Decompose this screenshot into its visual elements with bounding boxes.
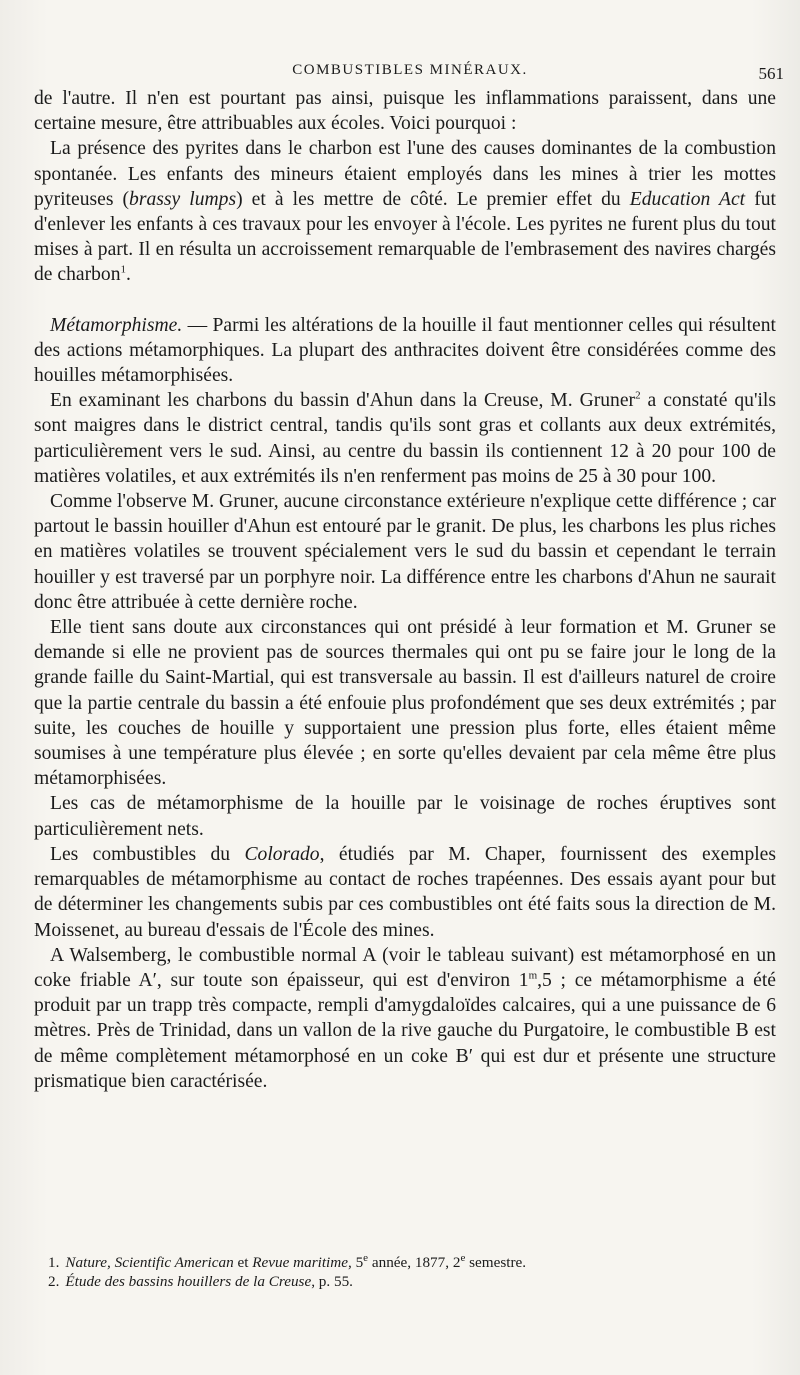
paragraph-text: — Parmi les altérations de la houille il faut mentionner celles qui résultent des actions métamorphiques. La plupart des anthracites doivent être considérées comme des houilles métamorphisées. (34, 314, 776, 387)
paragraph-text: . (126, 264, 131, 286)
running-header (34, 62, 786, 84)
paragraph-gruner (34, 489, 776, 615)
paragraph-eruptives (34, 791, 776, 841)
footnote-ref: 1 (120, 263, 126, 276)
page-number: 561 (758, 64, 784, 83)
running-title: COMBUSTIBLES MINÉRAUX. (292, 62, 528, 78)
footnote-italic: Étude des bassins houillers de la Creuse (65, 1273, 312, 1290)
footnote-superscript: e (363, 1251, 369, 1264)
italic-term: Education Act (629, 188, 746, 210)
paragraph-text: ) et à les mettre de côté. Le premier effet du (236, 188, 630, 210)
footnote-number: 2. (48, 1273, 60, 1290)
paragraph-text: ,5 ; ce métamorphisme a été produit par un trapp très compacte, rempli d'amygdaloïdes calcaires, qui a une puissance de 6 mètres. Près de Trinidad, dans un vallon de la rive gauche du Purgatoire, le combustible B est de même complètement métamorphosé en un coke B′ qui est dur et présente une structure prismatique bien caractérisée. (34, 969, 776, 1092)
italic-term: Colorado (244, 843, 320, 865)
body-text (34, 86, 776, 1094)
footnote-number: 1. (48, 1254, 60, 1271)
footnote-text: , p. 55. (311, 1273, 353, 1290)
unit-superscript: m (528, 969, 538, 982)
paragraph-text: fut d'enlever les enfants à ces travaux pour les envoyer à l'école. Les pyrites ne furent plus du tout mises à part. Il en résulta un accroissement remarquable de l'embrasement des navires chargés de charbon (34, 188, 776, 286)
paragraph-pyrites (34, 136, 776, 287)
paragraph-colorado (34, 842, 776, 943)
paragraph-text: de l'autre. Il n'en est pourtant pas ainsi, puisque les inflammations paraissent, dans une certaine mesure, être attribuables aux écoles. Voici pourquoi : (34, 88, 776, 135)
footnote-text: et (233, 1254, 253, 1271)
footnote-2 (48, 1272, 768, 1291)
footnote-italic: Nature, Scientific American (65, 1254, 234, 1271)
paragraph-walsemberg (34, 943, 776, 1094)
paragraph-text: Les combustibles du (50, 843, 245, 865)
section-title: Métamorphisme. (50, 314, 183, 336)
footnotes (48, 1253, 768, 1291)
paragraph-text: En examinant les charbons du bassin d'Ahun dans la Creuse, M. Gruner (50, 390, 636, 412)
paragraph-formation (34, 615, 776, 791)
section-metamorphisme (34, 313, 776, 389)
paragraph-text: Elle tient sans doute aux circonstances qui ont présidé à leur formation et M. Gruner se demande si elle ne provient pas de sources thermales qui ont pu se faire jour le long de la grande faille du Saint-Martial, qui est transversale au bassin. Il est d'ailleurs naturel de croire que la partie centrale du bassin a été enfouie plus profondément que ses deux extrémités ; par suite, les couches de houille y supportaient une pression plus forte, elles étaient même soumises à une température plus élevée ; en sorte qu'elles devaient par cela même être plus métamorphisées. (34, 617, 776, 790)
footnote-text: année, 1877, 2 (368, 1254, 461, 1271)
paragraph-text: , étudiés par M. Chaper, fournissent des exemples remarquables de métamorphisme au contact de roches trapéennes. Des essais ayant pour but de déterminer les changements subis par ces combustibles ont été faits sous la direction de M. Moissenet, au bureau d'essais de l'École des mines. (34, 843, 777, 941)
paragraph-continuation (34, 86, 776, 136)
paragraph-text: Les cas de métamorphisme de la houille par le voisinage de roches éruptives sont particulièrement nets. (34, 793, 776, 840)
paragraph-text: A Walsemberg, le combustible normal A (voir le tableau suivant) est métamorphosé en un coke friable A′, sur toute son épaisseur, qui est d'environ 1 (34, 944, 776, 991)
paragraph-text: La présence des pyrites dans le charbon est l'une des causes dominantes de la combustion spontanée. Les enfants des mineurs étaient employés dans les mines à trier les mottes pyriteuses ( (34, 138, 776, 210)
footnote-text: , 5 (347, 1254, 364, 1271)
paragraph-text: Comme l'observe M. Gruner, aucune circonstance extérieure n'explique cette différence ; car partout le bassin houiller d'Ahun est entouré par le granit. De plus, les charbons les plus riches en matières volatiles se trouvent spécialement vers le sud du bassin et cependant le terrain houiller y est traversé par un porphyre noir. La différence entre les charbons d'Ahun ne saurait donc être attribuée à cette dernière roche. (34, 491, 776, 613)
footnote-ref: 2 (635, 389, 641, 402)
italic-term: brassy lumps (129, 188, 237, 210)
footnote-1 (48, 1253, 768, 1272)
paragraph-ahun (34, 388, 776, 489)
footnote-text: semestre. (465, 1254, 527, 1271)
paragraph-text: a constaté qu'ils sont maigres dans le district central, tandis qu'ils sont gras et collants aux deux extrémités, particulièrement vers le sud. Ainsi, au centre du bassin ils contiennent 12 à 20 pour 100 de matières volatiles, et aux extrémités ils n'en renferment pas moins de 25 à 30 pour 100. (34, 390, 776, 487)
footnote-italic: Revue maritime (252, 1254, 348, 1271)
footnote-superscript: e (460, 1251, 466, 1264)
